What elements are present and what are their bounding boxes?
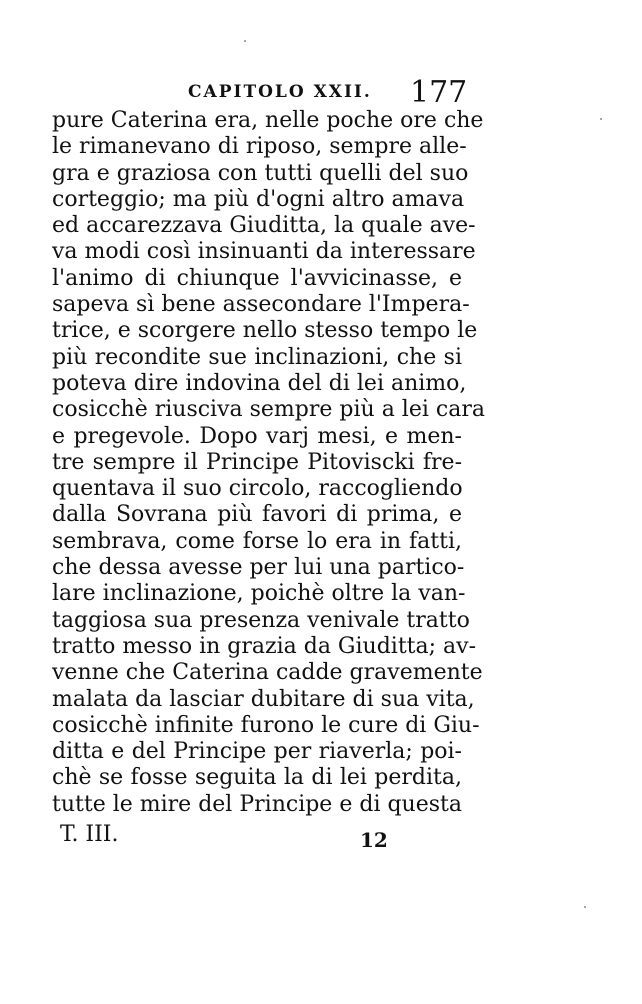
paper-speck	[584, 906, 586, 908]
text-line: l'animo di chiunque l'avvicinasse, e	[52, 265, 462, 291]
text-line: le rimanevano di riposo, sempre alle-	[52, 134, 467, 160]
text-line: venne che Caterina cadde gravemente	[52, 660, 483, 686]
sheet-number: 12	[360, 828, 388, 852]
text-line: tutte le mire del Principe e di questa	[52, 791, 462, 817]
text-line: dalla Sovrana più favori di prima, e	[52, 502, 462, 528]
text-line: taggiosa sua presenza venivale tratto	[52, 607, 470, 633]
text-line: va modi così insinuanti da interessare	[52, 239, 476, 265]
text-line: cosicchè infinite furono le cure di Giu-	[52, 712, 480, 738]
page-number: 177	[410, 75, 468, 110]
text-line: chè se fosse seguita la di lei perdita,	[52, 765, 462, 791]
body-text	[52, 108, 485, 818]
text-line: più recondite sue inclinazioni, che si	[52, 344, 462, 370]
text-line: ditta e del Principe per riaverla; poi-	[52, 739, 462, 765]
text-line: pure Caterina era, nelle poche ore che	[52, 108, 484, 133]
text-line: ed accarezzava Giuditta, la quale ave-	[52, 213, 476, 239]
text-line: che dessa avesse per lui una partico-	[52, 555, 465, 581]
text-line: corteggio; ma più d'ogni altro amava	[52, 186, 465, 212]
paper-speck	[600, 118, 602, 120]
text-line: e pregevole. Dopo varj mesi, e men-	[52, 423, 462, 449]
text-line: sapeva sì bene assecondare l'Impera-	[52, 292, 470, 318]
text-line: quentava il suo circolo, raccogliendo	[52, 476, 463, 502]
text-line: cosicchè riusciva sempre più a lei cara	[52, 397, 485, 423]
text-line: sembrava, come forse lo era in fatti,	[52, 528, 462, 554]
text-line: poteva dire indovina del di lei animo,	[52, 370, 467, 396]
signature-mark: T. III.	[60, 822, 119, 847]
running-head: CAPITOLO XXII.	[188, 82, 372, 102]
paper-speck	[244, 40, 246, 42]
text-line: tre sempre il Principe Pitoviscki fre-	[52, 449, 462, 475]
text-line: malata da lasciar dubitare di sua vita,	[52, 686, 475, 712]
text-line: lare inclinazione, poichè oltre la van-	[52, 581, 466, 607]
text-line: trice, e scorgere nello stesso tempo le	[52, 318, 478, 344]
text-line: tratto messo in grazia da Giuditta; av-	[52, 633, 477, 659]
text-line: gra e graziosa con tutti quelli del suo	[52, 160, 469, 186]
